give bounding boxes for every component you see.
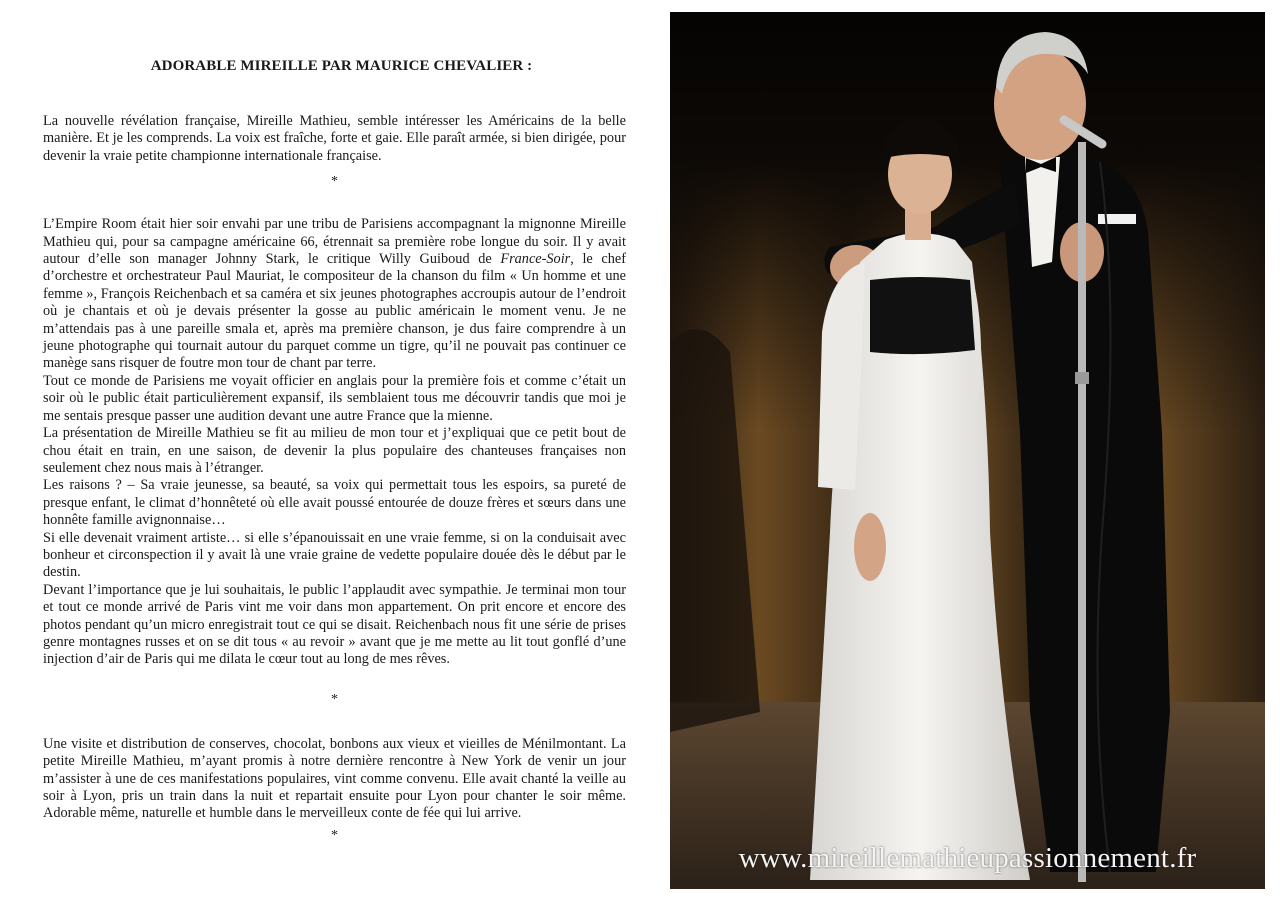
body-paragraph: La présentation de Mireille Mathieu se fit au milieu de mon tour et j’expliquai que ce petit bout de chou était en train, en une saison, de devenir la plus populaire des chanteuses françaises non seulement chez nous mais à l’étranger.	[43, 425, 626, 476]
body-paragraph: Si elle devenait vraiment artiste… si elle s’épanouissait en une vraie femme, si on la conduisait avec bonheur et circonspection il y avait là une vraie graine de vedette populaire douée dès le début par le destin.	[43, 529, 626, 581]
body-paragraph: Les raisons ? – Sa vraie jeunesse, sa beauté, sa voix qui permettait tous les espoirs, sa pureté de presque enfant, le climat d’honnêteté où elle avait poussé entourée de douze frères et sœurs dans une honnête famille avignonnaise…	[43, 477, 626, 529]
closing-paragraph: Une visite et distribution de conserves, chocolat, bonbons aux vieux et vieilles de Ménilmontant. La petite Mireille Mathieu, m’ayant promis à notre dernière rencontre à New York de venir un jour m’assister à une de ces manifestations populaires, vint comme convenu. Elle avait chanté la veille au soir à Lyon, pris un train dans la nuit et repartait ensuite pour Lyon pour chanter le soir même. Adorable même, naturelle et humble dans le merveilleux conte de fée qui lui arrive.	[43, 735, 626, 822]
body-text: L’Empire Room était hier soir envahi par une tribu de Parisiens accompagnant la mignonne Mireille Mathieu qui, pour sa campagne américaine 66, étrennait sa première robe longue du soir. Il y avait autour d’elle son manager Johnny Stark, le critique Willy Guiboud de	[43, 216, 626, 268]
body-text: , le chef d’orchestre et orchestrateur Paul Mauriat, le compositeur de la chanson du film « Un homme et une femme », François Reichenbach et sa caméra et six jeunes photographes accroupis autour de l’endroit où je chantais et où je devais présenter la gosse au public américain le moment venu. Je ne m’attendais pas à une pareille smala et, après ma première chanson, je dus faire comprendre à un jeune photographe qui tournait autour du parquet comme un tigre, qu’il ne pouvait pas continuer ce manège sans risquer de foutre mon tour de chant par terre.	[43, 251, 626, 372]
stage-photo	[670, 12, 1265, 889]
newspaper-name: France-Soir	[500, 251, 571, 268]
article-title: ADORABLE MIREILLE PAR MAURICE CHEVALIER :	[150, 58, 533, 74]
body-paragraph: Tout ce monde de Parisiens me voyait officier en anglais pour la première fois et comme c’était un soir où le public était particulièrement expansif, ils semblaient tous me découvrir tandis que moi je me sentais presque passer une audition devant une autre France que la mienne.	[43, 372, 626, 424]
stage-photo-illustration	[670, 12, 1265, 889]
section-separator: *	[331, 174, 338, 190]
article	[43, 58, 626, 844]
section-separator: *	[331, 827, 338, 843]
section-separator: *	[331, 691, 338, 707]
body-paragraph: Devant l’importance que je lui souhaitais, le public l’applaudit avec sympathie. Je terminai mon tour et tout ce monde arrivé de Paris vint me voir dans mon appartement. On prit encore et encore des photos pendant qu’un micro enregistrait tout ce qui se disait. Reichenbach nous fit une série de prises genre montagnes russes et on se dit tous « au revoir » avant que je me mette au lit tout gonflé d’une injection d’air de Paris qui me dilata le cœur tout au long de mes rêves.	[43, 581, 626, 668]
watermark-url: www.mireillemathieupassionnement.fr	[738, 842, 1197, 874]
intro-paragraph: La nouvelle révélation française, Mireille Mathieu, semble intéresser les Américains de la belle manière. Et je les comprends. La voix est fraîche, forte et gaie. Elle paraît armée, si bien dirigée, pour devenir la vraie petite championne internationale française.	[43, 113, 626, 164]
body-paragraph	[43, 216, 626, 373]
